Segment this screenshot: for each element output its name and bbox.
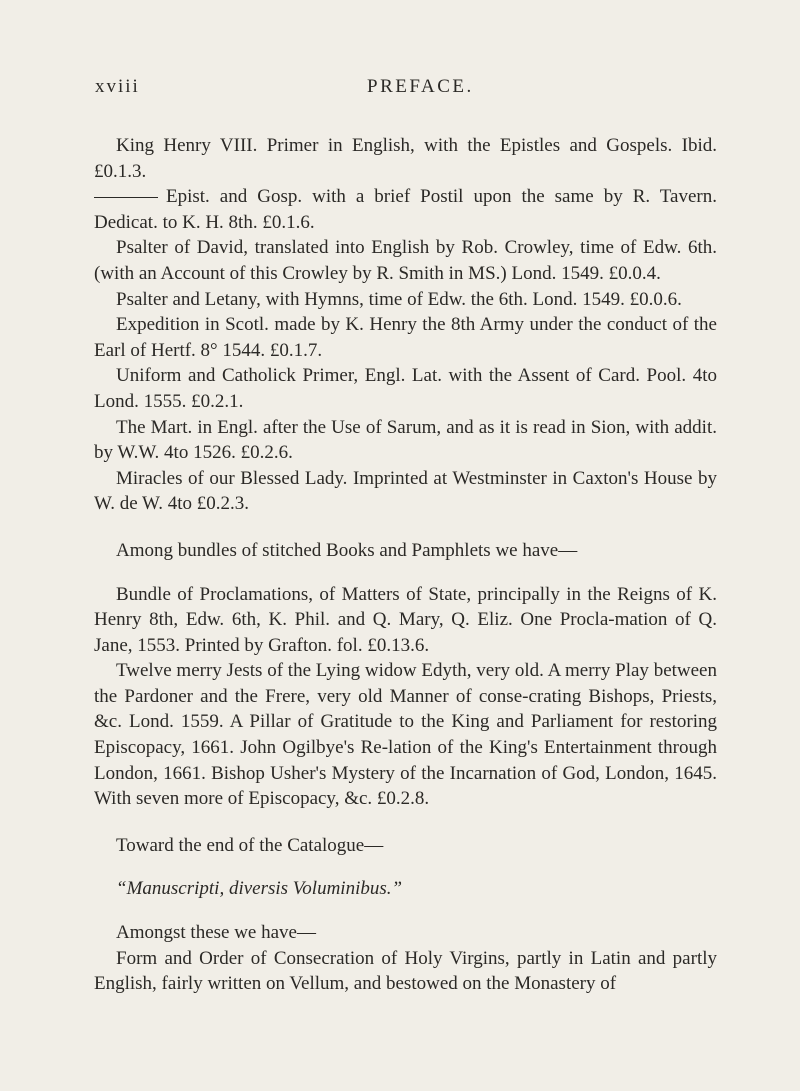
spacer	[94, 517, 717, 538]
spacer	[94, 858, 717, 876]
spacer	[94, 902, 717, 920]
entry-consecration: Form and Order of Consecration of Holy Virgins, partly in Latin and partly English, fairly written on Vellum, and bestowed on the Monastery of	[94, 947, 717, 995]
spacer	[94, 812, 717, 833]
section-intro-bundles: Among bundles of stitched Books and Pamphlets we have—	[116, 539, 578, 561]
running-header	[95, 76, 695, 102]
section-intro-catalogue: Toward the end of the Catalogue—	[116, 834, 384, 856]
entry-primer: King Henry VIII. Primer in English, with the Epistles and Gospels. Ibid. £0.1.3.	[94, 135, 717, 182]
entry-proclamations: Bundle of Proclamations, of Matters of State, principally in the Reigns of K. Henry 8th, Edw. 6th, K. Phil. and Q. Mary, Q. Eliz. One Procla-mation of Q. Jane, 1553. Printed by Grafton. fol. £0.13.6.	[94, 583, 717, 656]
entry-martyrology: The Mart. in Engl. after the Use of Sarum, and as it is read in Sion, with addit. by W.W. 4to 1526. £0.2.6.	[94, 416, 717, 464]
page-body	[94, 133, 717, 997]
spacer	[94, 564, 717, 582]
entry-psalter-letany: Psalter and Letany, with Hymns, time of Edw. the 6th. Lond. 1549. £0.0.6.	[116, 288, 682, 310]
ditto-rule	[94, 197, 158, 198]
entry-uniform-primer: Uniform and Catholick Primer, Engl. Lat. with the Assent of Card. Pool. 4to Lond. 1555. £0.2.1.	[94, 365, 717, 412]
section-intro-amongst: Amongst these we have—	[116, 922, 316, 944]
entry-merry-jests: Twelve merry Jests of the Lying widow Edyth, very old. A merry Play between the Pardoner and the Frere, very old Manner of conse-crating Bishops, Priests, &c. Lond. 1559. A Pillar of Gratitude to the King and Parliament for restoring Episcopacy, 1661. John Ogilbye's Re-lation of the King's Entertainment through London, 1661. Bishop Usher's Mystery of the Incarnation of God, London, 1645. With seven more of Episcopacy, &c. £0.2.8.	[94, 660, 717, 810]
entry-psalter-crowley: Psalter of David, translated into English by Rob. Crowley, time of Edw. 6th. (with an Account of this Crowley by R. Smith in MS.) Lond. 1549. £0.0.4.	[94, 237, 717, 284]
entry-miracles: Miracles of our Blessed Lady. Imprinted at Westminster in Caxton's House by W. de W. 4to £0.2.3.	[94, 467, 717, 515]
running-title: PREFACE.	[367, 76, 474, 97]
entry-expedition: Expedition in Scotl. made by K. Henry the 8th Army under the conduct of the Earl of Hertf. 8° 1544. £0.1.7.	[94, 314, 717, 361]
entry-epistles: Epist. and Gosp. with a brief Postil upon the same by R. Tavern. Dedicat. to K. H. 8th. £0.1.6.	[94, 186, 717, 233]
page-number: xviii	[95, 76, 140, 97]
manuscripti-quote: “Manuscripti, diversis Voluminibus.”	[116, 878, 403, 900]
